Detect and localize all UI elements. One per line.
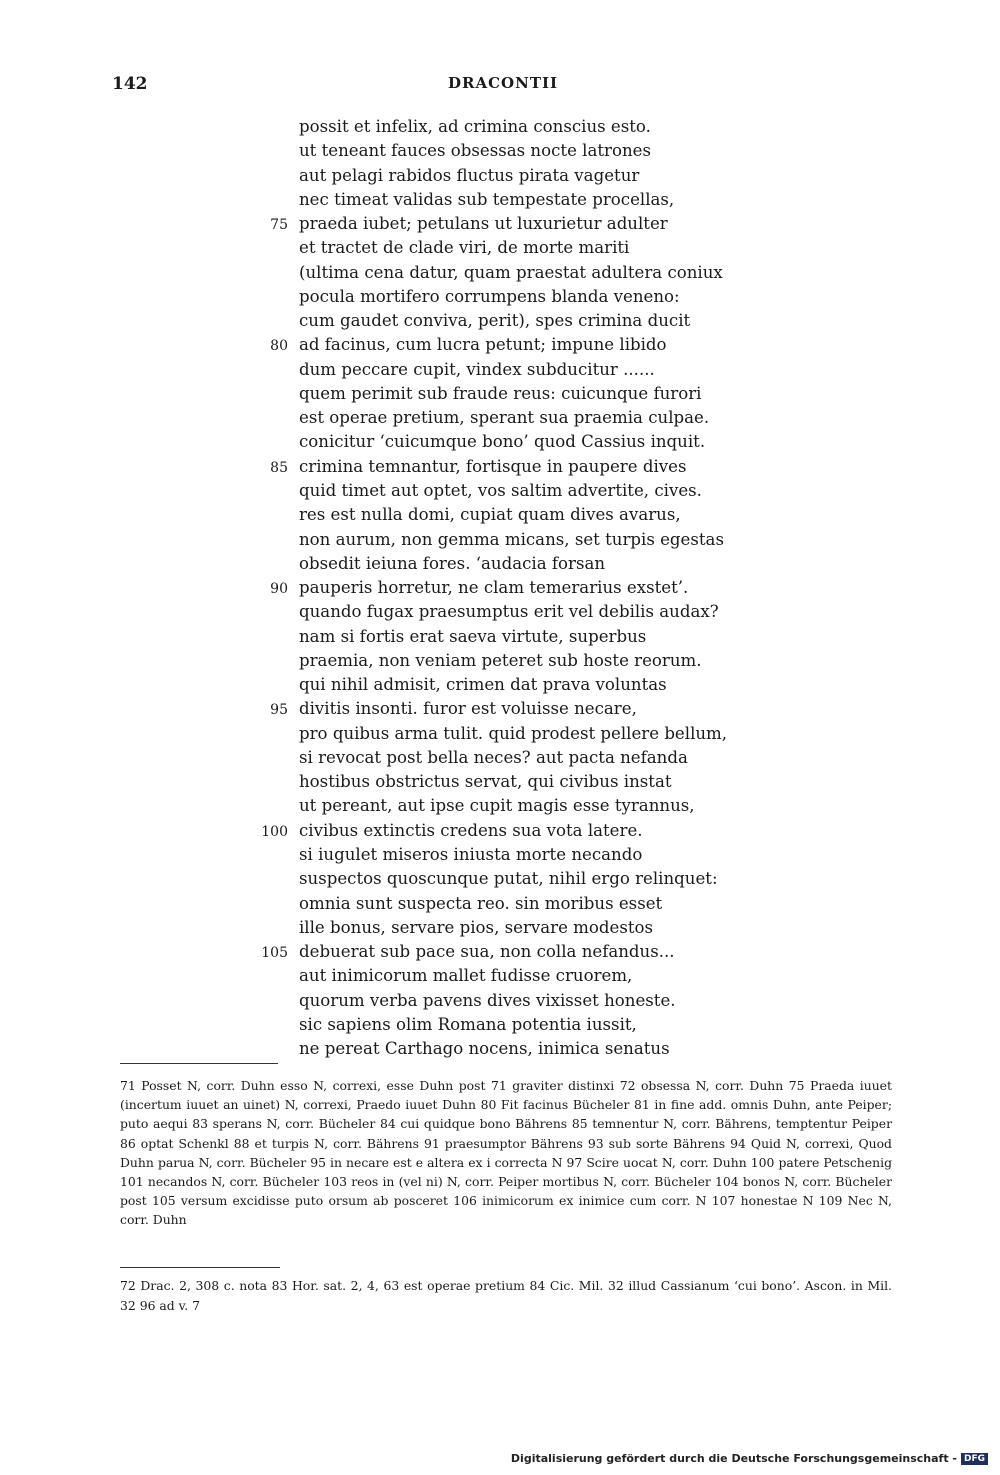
verse-line [0,916,1000,940]
testimonia: 72 Drac. 2, 308 c. nota 83 Hor. sat. 2, 4, 63 est operae pretium 84 Cic. Mil. 32 illud Cassianum ‘cui bono’. Ascon. in Mil. 32 96 ad v. 7 [120,1278,892,1313]
verse-text: aut inimicorum mallet fudisse cruorem, [299,966,633,986]
verse-text: hostibus obstrictus servat, qui civibus instat [299,772,672,792]
line-number: 100 [261,823,288,840]
verse-text: divitis insonti. furor est voluisse necare, [299,699,637,719]
verse-line [0,285,1000,309]
verse-line [0,697,1000,721]
verse-line [0,382,1000,406]
verse-text: debuerat sub pace sua, non colla nefandus... [299,942,675,962]
apparatus-divider [120,1063,278,1064]
line-number: 95 [270,702,288,719]
line-number: 85 [270,459,288,476]
verse-line [0,139,1000,163]
verse-text: crimina temnantur, fortisque in paupere dives [299,456,687,476]
verse-text: ille bonus, servare pios, servare modestos [299,917,654,937]
verse-text: ut pereant, aut ipse cupit magis esse tyrannus, [299,796,695,816]
verse-line [0,819,1000,843]
verse-text: praeda iubet; petulans ut luxurietur adulter [299,214,668,234]
verse-line [0,212,1000,236]
verse-text: ut teneant fauces obsessas nocte latrones [299,141,651,161]
line-number: 80 [270,338,288,355]
verse-line [0,309,1000,333]
verse-text: praemia, non veniam peteret sub hoste reorum. [299,650,702,670]
verse-line [0,576,1000,600]
verse-line [0,673,1000,697]
verse-line [0,964,1000,988]
verse-line [0,843,1000,867]
verse-text: pauperis horretur, ne clam temerarius exstet’. [299,578,689,598]
verse-line [0,164,1000,188]
verse-line [0,625,1000,649]
verse-line [0,503,1000,527]
dfg-logo-icon: DFG [961,1453,988,1465]
verse-text: civibus extinctis credens sua vota latere. [299,820,643,840]
testimonia-divider [120,1267,280,1268]
verse-text: conicitur ‘cuicumque bono’ quod Cassius inquit. [299,432,706,452]
verse-line [0,333,1000,357]
verse-line [0,406,1000,430]
verse-line [0,115,1000,139]
running-head: DRACONTII [448,74,559,92]
verse-text: nam si fortis erat saeva virtute, superbus [299,626,647,646]
verse-text: possit et infelix, ad crimina conscius esto. [299,117,651,136]
page-number: 142 [112,74,148,94]
verse-text: pro quibus arma tulit. quid prodest pellere bellum, [299,723,728,743]
verse-text: (ultima cena datur, quam praestat adultera coniux [299,262,723,282]
verse-line [0,867,1000,891]
digitization-credit [511,1452,988,1465]
verse-line [0,940,1000,964]
verse-line [0,552,1000,576]
verse-line [0,770,1000,794]
verse-line [0,722,1000,746]
verse-line [0,479,1000,503]
credit-text: Digitalisierung gefördert durch die Deutsche Forschungsgemeinschaft - [510,1452,957,1465]
verse-line [0,1037,1000,1061]
verse-line [0,989,1000,1013]
verse-text: quando fugax praesumptus erit vel debilis audax? [299,602,719,622]
line-number: 75 [270,217,288,234]
verse-text: dum peccare cupit, vindex subducitur ...... [299,359,655,379]
line-number: 105 [261,945,288,962]
verse-text: quorum verba pavens dives vixisset honeste. [299,990,676,1010]
verse-text: quem perimit sub fraude reus: cuicunque furori [299,383,702,403]
verse-text: ne pereat Carthago nocens, inimica senatus [299,1039,670,1059]
verse-line [0,455,1000,479]
verse-text: quid timet aut optet, vos saltim advertite, cives. [299,480,702,500]
verse-text: cum gaudet conviva, perit), spes crimina ducit [299,311,691,331]
verse-text: si iugulet miseros iniusta morte necando [299,844,643,864]
verse-line [0,236,1000,260]
verse-line [0,188,1000,212]
verse-text: res est nulla domi, cupiat quam dives avarus, [299,505,681,525]
verse-text: nec timeat validas sub tempestate procellas, [299,189,675,209]
verse-line [0,600,1000,624]
verse-text: aut pelagi rabidos fluctus pirata vagetur [299,165,640,185]
verse-line [0,358,1000,382]
verse-text: qui nihil admisit, crimen dat prava voluntas [299,675,667,695]
verse-line [0,649,1000,673]
verse-line [0,528,1000,552]
verse-text: sic sapiens olim Romana potentia iussit, [299,1014,637,1034]
verse-text: non aurum, non gemma micans, set turpis egestas [299,529,724,549]
verse-text: et tractet de clade viri, de morte mariti [299,238,630,258]
verse-line [0,794,1000,818]
verse-line [0,1013,1000,1037]
verse-text: est operae pretium, sperant sua praemia culpae. [299,408,710,428]
verse-text: ad facinus, cum lucra petunt; impune libido [299,335,667,355]
critical-apparatus: 71 Posset N, corr. Duhn esso N, correxi, esse Duhn post 71 graviter distinxi 72 obsessa N, corr. Duhn 75 Praeda iuuet (incertum iuuet an uinet) N, correxi, Praedo iuuet Duhn 80 Fit facinus Bücheler 81 in fine add. omnis Duhn, ante Peiper; puto aequi 83 sperans N, corr. Bücheler 84 cui quidque bono Bährens 85 temnentur N, corr. Bährens, temptentur Peiper 86 optat Schenkl 88 et turpis N, corr. Bährens 91 praesumptor Bährens 93 sub sorte Bährens 94 Quid N, correxi, Quod Duhn parua N, corr. Bücheler 95 in necare est e altera ex i correcta N 97 Scire uocat N, corr. Duhn 100 patere Petschenig 101 necandos N, corr. Bücheler 103 reos in (vel ni) N, corr. Peiper mortibus N, corr. Bücheler 104 bonos N, corr. Bücheler post 105 versum excidisse puto orsum ab posceret 106 inimicorum ex inimice cum corr. N 107 honestae N 109 Nec N, corr. Duhn [120,1078,892,1228]
verse-line [0,746,1000,770]
verse-text: pocula mortifero corrumpens blanda veneno: [299,286,680,306]
verse-text: omnia sunt suspecta reo. sin moribus esset [299,893,663,913]
line-number: 90 [270,581,288,598]
verse-text: si revocat post bella neces? aut pacta nefanda [299,747,688,767]
poem-text [0,115,1000,1061]
verse-text: obsedit ieiuna fores. ‘audacia forsan [299,553,606,573]
verse-line [0,430,1000,454]
verse-line [0,892,1000,916]
verse-text: suspectos quoscunque putat, nihil ergo relinquet: [299,869,718,889]
verse-line [0,261,1000,285]
